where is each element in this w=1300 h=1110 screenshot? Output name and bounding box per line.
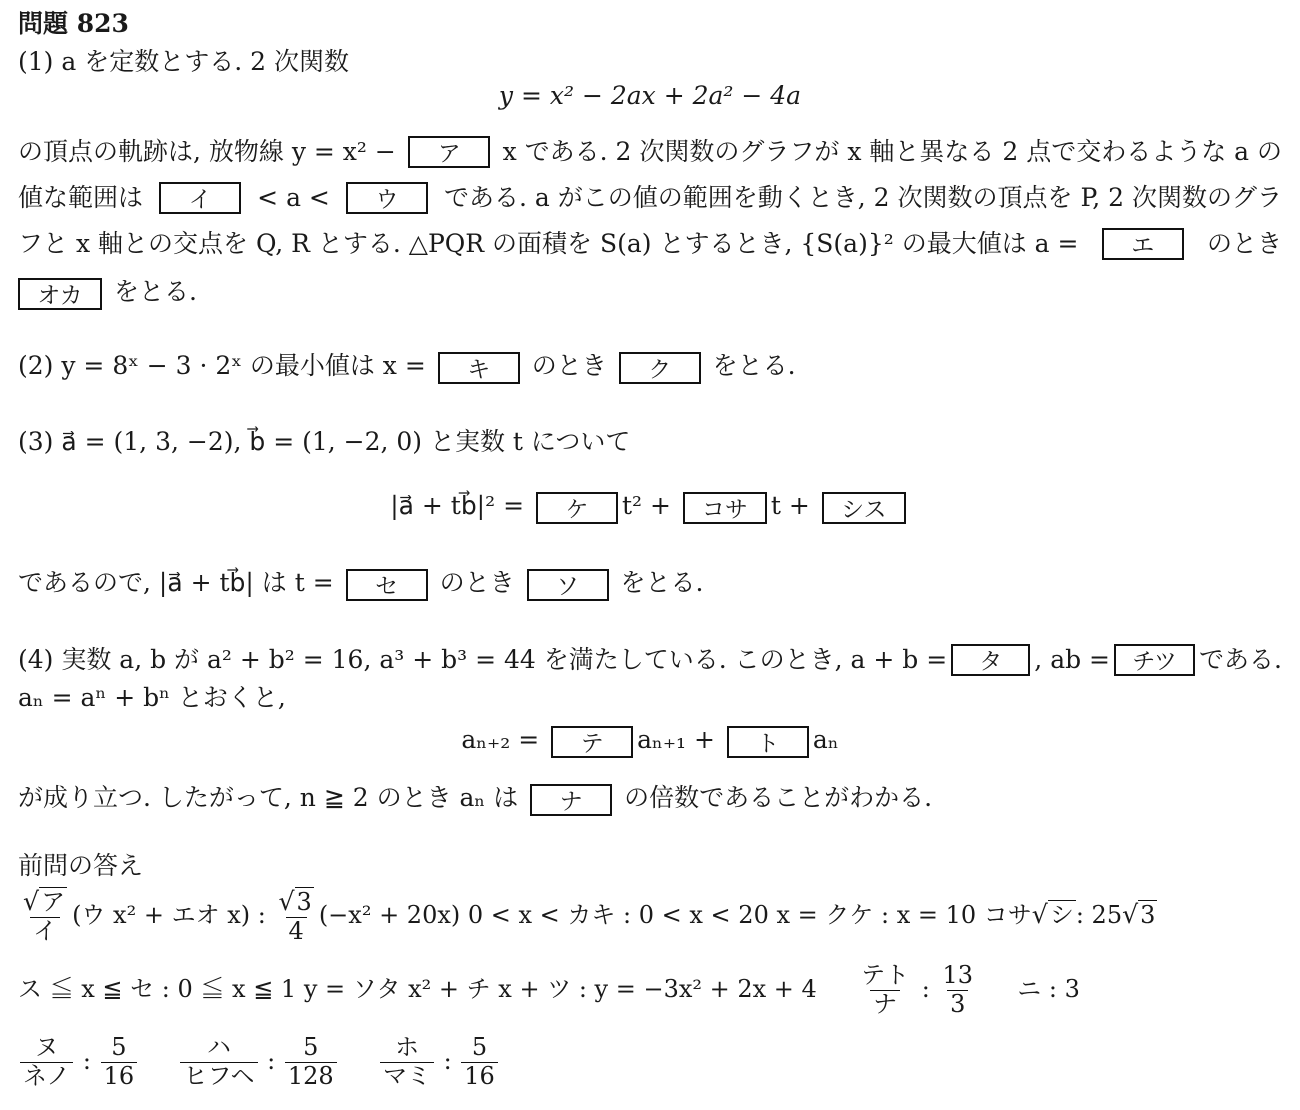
prev-row2: ス ≦ x ≦ セ : 0 ≦ x ≦ 1 y = ソタ x² + チ x + ツ : y = −3x² + 2x + 4 $\frac{\text{テト}}{\text{ナ}}$ : $\frac{13}{3}$ ニ : 3	[18, 961, 1080, 1018]
p4-line3	[18, 778, 932, 818]
p1-l2-mid: < a <	[257, 183, 330, 212]
answer-box-so[interactable]: ソ	[527, 569, 609, 601]
answer-box-kosa[interactable]: コサ	[683, 492, 767, 524]
prev-frac-4	[939, 962, 976, 1018]
p1-equation	[0, 76, 1300, 116]
p4-eq-mid: aₙ₊₁ +	[637, 725, 715, 754]
prev-r3-1-den: ヒフヘ	[180, 1062, 257, 1091]
p4-l1-mid: , ab =	[1034, 645, 1110, 674]
p1-l4-post: をとる.	[113, 277, 197, 306]
p3-equation	[0, 486, 1300, 526]
prev-r3-0-num: ヌ	[34, 1033, 59, 1062]
p4-l3-post: の倍数であることがわかる.	[624, 783, 933, 812]
answer-box-chitsu[interactable]: チツ	[1114, 644, 1195, 676]
prev-r1-t3: シ	[1049, 901, 1074, 929]
p1-line4	[18, 272, 197, 312]
p3-line-mid: のとき	[439, 568, 515, 597]
prev-r3-2-vden: 16	[461, 1062, 498, 1091]
prev-r3-0-vnum: 5	[111, 1033, 127, 1062]
p1-l3-post: のとき	[1206, 229, 1282, 258]
p1-l2-post: である. a がこの値の範囲を動くとき, 2 次関数の頂点を P, 2 次関数のグラ	[444, 183, 1282, 212]
prev-f3-den: ナ	[870, 990, 900, 1019]
answer-box-shisu[interactable]: シス	[822, 492, 906, 524]
prev-row3: $\frac{\text{ヌ}}{\text{ネノ}}$ : $\frac{5}{16}$ $\frac{\text{ハ}}{\text{ヒフヘ}}$ : $\frac{5}{128}$ $\frac{\text{ホ}}{\text{マミ}}$ : $\frac{5}{16}$	[18, 1026, 500, 1096]
answer-box-se[interactable]: セ	[346, 569, 428, 601]
p3-intro: (3) a⃗ = (1, 3, −2), b⃗ = (1, −2, 0) と実数 t について	[18, 427, 631, 456]
p3-eq-t: t +	[770, 491, 810, 520]
p2-pre: (2) y = 8ˣ − 3 · 2ˣ の最小値は x =	[18, 351, 426, 380]
p3-eq-lhs: |a⃗ + tb⃗|² =	[390, 491, 525, 520]
p4-l1-post: である.	[1199, 645, 1282, 674]
answer-box-e[interactable]: エ	[1102, 228, 1184, 260]
p4-line2: aₙ = aⁿ + bⁿ とおくと,	[18, 683, 286, 712]
p1-eq-text: y = x² − 2ax + 2a² − 4a	[498, 81, 802, 110]
prev-frac-1: $\frac{\text{√ア}}{\text{イ}}$	[23, 886, 66, 945]
answer-box-ku[interactable]: ク	[619, 352, 701, 384]
answer-box-a[interactable]: ア	[408, 136, 490, 168]
answer-box-to[interactable]: ト	[727, 726, 809, 758]
prev-r3-2-num: ホ	[394, 1033, 419, 1062]
answer-box-te[interactable]: テ	[551, 726, 633, 758]
problem-title: 問題 823	[18, 9, 129, 38]
p1-line1	[18, 132, 1282, 172]
p1-line2	[18, 178, 1282, 218]
prev-f3-num: テト	[861, 961, 910, 990]
p1-intro: (1) a を定数とする. 2 次関数	[18, 47, 349, 76]
prev-r3-0-vden: 16	[101, 1062, 138, 1091]
p3-eq-t2: t² +	[621, 491, 671, 520]
prev-r1-t1: (ウ x² + エオ x) :	[72, 901, 266, 929]
prev-row1: $\frac{\text{√ア}}{\text{イ}}$ (ウ x² + エオ x) : $\frac{√3}{4}$ (−x² + 20x) 0 < x < カキ : 0 < x < 20 x = クケ : x = 10 コサ√シ: 25√3	[18, 880, 1157, 950]
prev-r3-1-num: ハ	[206, 1033, 231, 1062]
p1-l1-post: x である. 2 次関数のグラフが x 軸と異なる 2 点で交わるような a の	[502, 137, 1282, 166]
prev-r1-t2: (−x² + 20x) 0 < x < カキ : 0 < x < 20 x = クケ : x = 10 コサ	[318, 901, 1032, 929]
p2-line	[18, 346, 796, 386]
p1-l1-pre: の頂点の軌跡は, 放物線 y = x² −	[18, 137, 396, 166]
p1-l3-pre: フと x 軸との交点を Q, R とする. △PQR の面積を S(a) とするとき, {S(a)}² の最大値は a =	[18, 229, 1079, 258]
prev-r1-t5: 3	[1140, 901, 1156, 929]
prev-r3-1-vden: 128	[285, 1062, 337, 1091]
p2-post: をとる.	[712, 351, 796, 380]
prev-frac-2: $\frac{√3}{4}$	[278, 886, 312, 945]
prev-r2-t1: ス ≦ x ≦ セ : 0 ≦ x ≦ 1 y = ソタ x² + チ x + ツ : y = −3x² + 2x + 4	[18, 975, 817, 1003]
p4-equation	[0, 720, 1300, 760]
p3-line-pre: であるので, |a⃗ + tb⃗| は t =	[18, 568, 334, 597]
answer-box-u[interactable]: ウ	[346, 182, 428, 214]
p4-l1-pre: (4) 実数 a, b が a² + b² = 16, a³ + b³ = 44 を満たしている. このとき, a + b =	[18, 645, 948, 674]
answer-box-ta[interactable]: タ	[951, 644, 1030, 676]
answer-box-oka[interactable]: オカ	[18, 278, 102, 310]
prev-r3-2-den: マミ	[380, 1062, 434, 1091]
prev-r3-0-den: ネノ	[20, 1062, 73, 1091]
answer-box-ke[interactable]: ケ	[536, 492, 618, 524]
p4-eq-lhs: aₙ₊₂ =	[461, 725, 540, 754]
answer-box-i[interactable]: イ	[159, 182, 241, 214]
p4-l3-pre: が成り立つ. したがって, n ≧ 2 のとき aₙ は	[18, 783, 519, 812]
prev-f2-den: 4	[286, 917, 307, 946]
p3-line-post: をとる.	[620, 568, 704, 597]
prev-r2-t2: ニ : 3	[1017, 975, 1080, 1003]
prev-f1-den: イ	[30, 917, 60, 946]
answer-box-ki[interactable]: キ	[438, 352, 520, 384]
p4-eq-post: aₙ	[812, 725, 839, 754]
prev-f4-num: 13	[942, 961, 973, 990]
prev-f2-num: 3	[296, 887, 312, 916]
p1-l2-pre: 値な範囲は	[18, 183, 144, 212]
prev-frac-3	[858, 962, 912, 1018]
prev-heading: 前問の答え	[18, 851, 144, 880]
p2-mid: のとき	[531, 351, 607, 380]
prev-r1-t4: : 25	[1075, 901, 1123, 929]
p1-line3	[18, 224, 1282, 264]
p3-line	[18, 563, 703, 603]
prev-f4-den: 3	[947, 990, 968, 1019]
answer-box-na[interactable]: ナ	[530, 784, 612, 816]
prev-r3-1-vnum: 5	[303, 1033, 319, 1062]
prev-r3-2-vnum: 5	[471, 1033, 488, 1062]
prev-f1-num: ア	[41, 887, 66, 916]
p4-line1	[18, 640, 1282, 680]
